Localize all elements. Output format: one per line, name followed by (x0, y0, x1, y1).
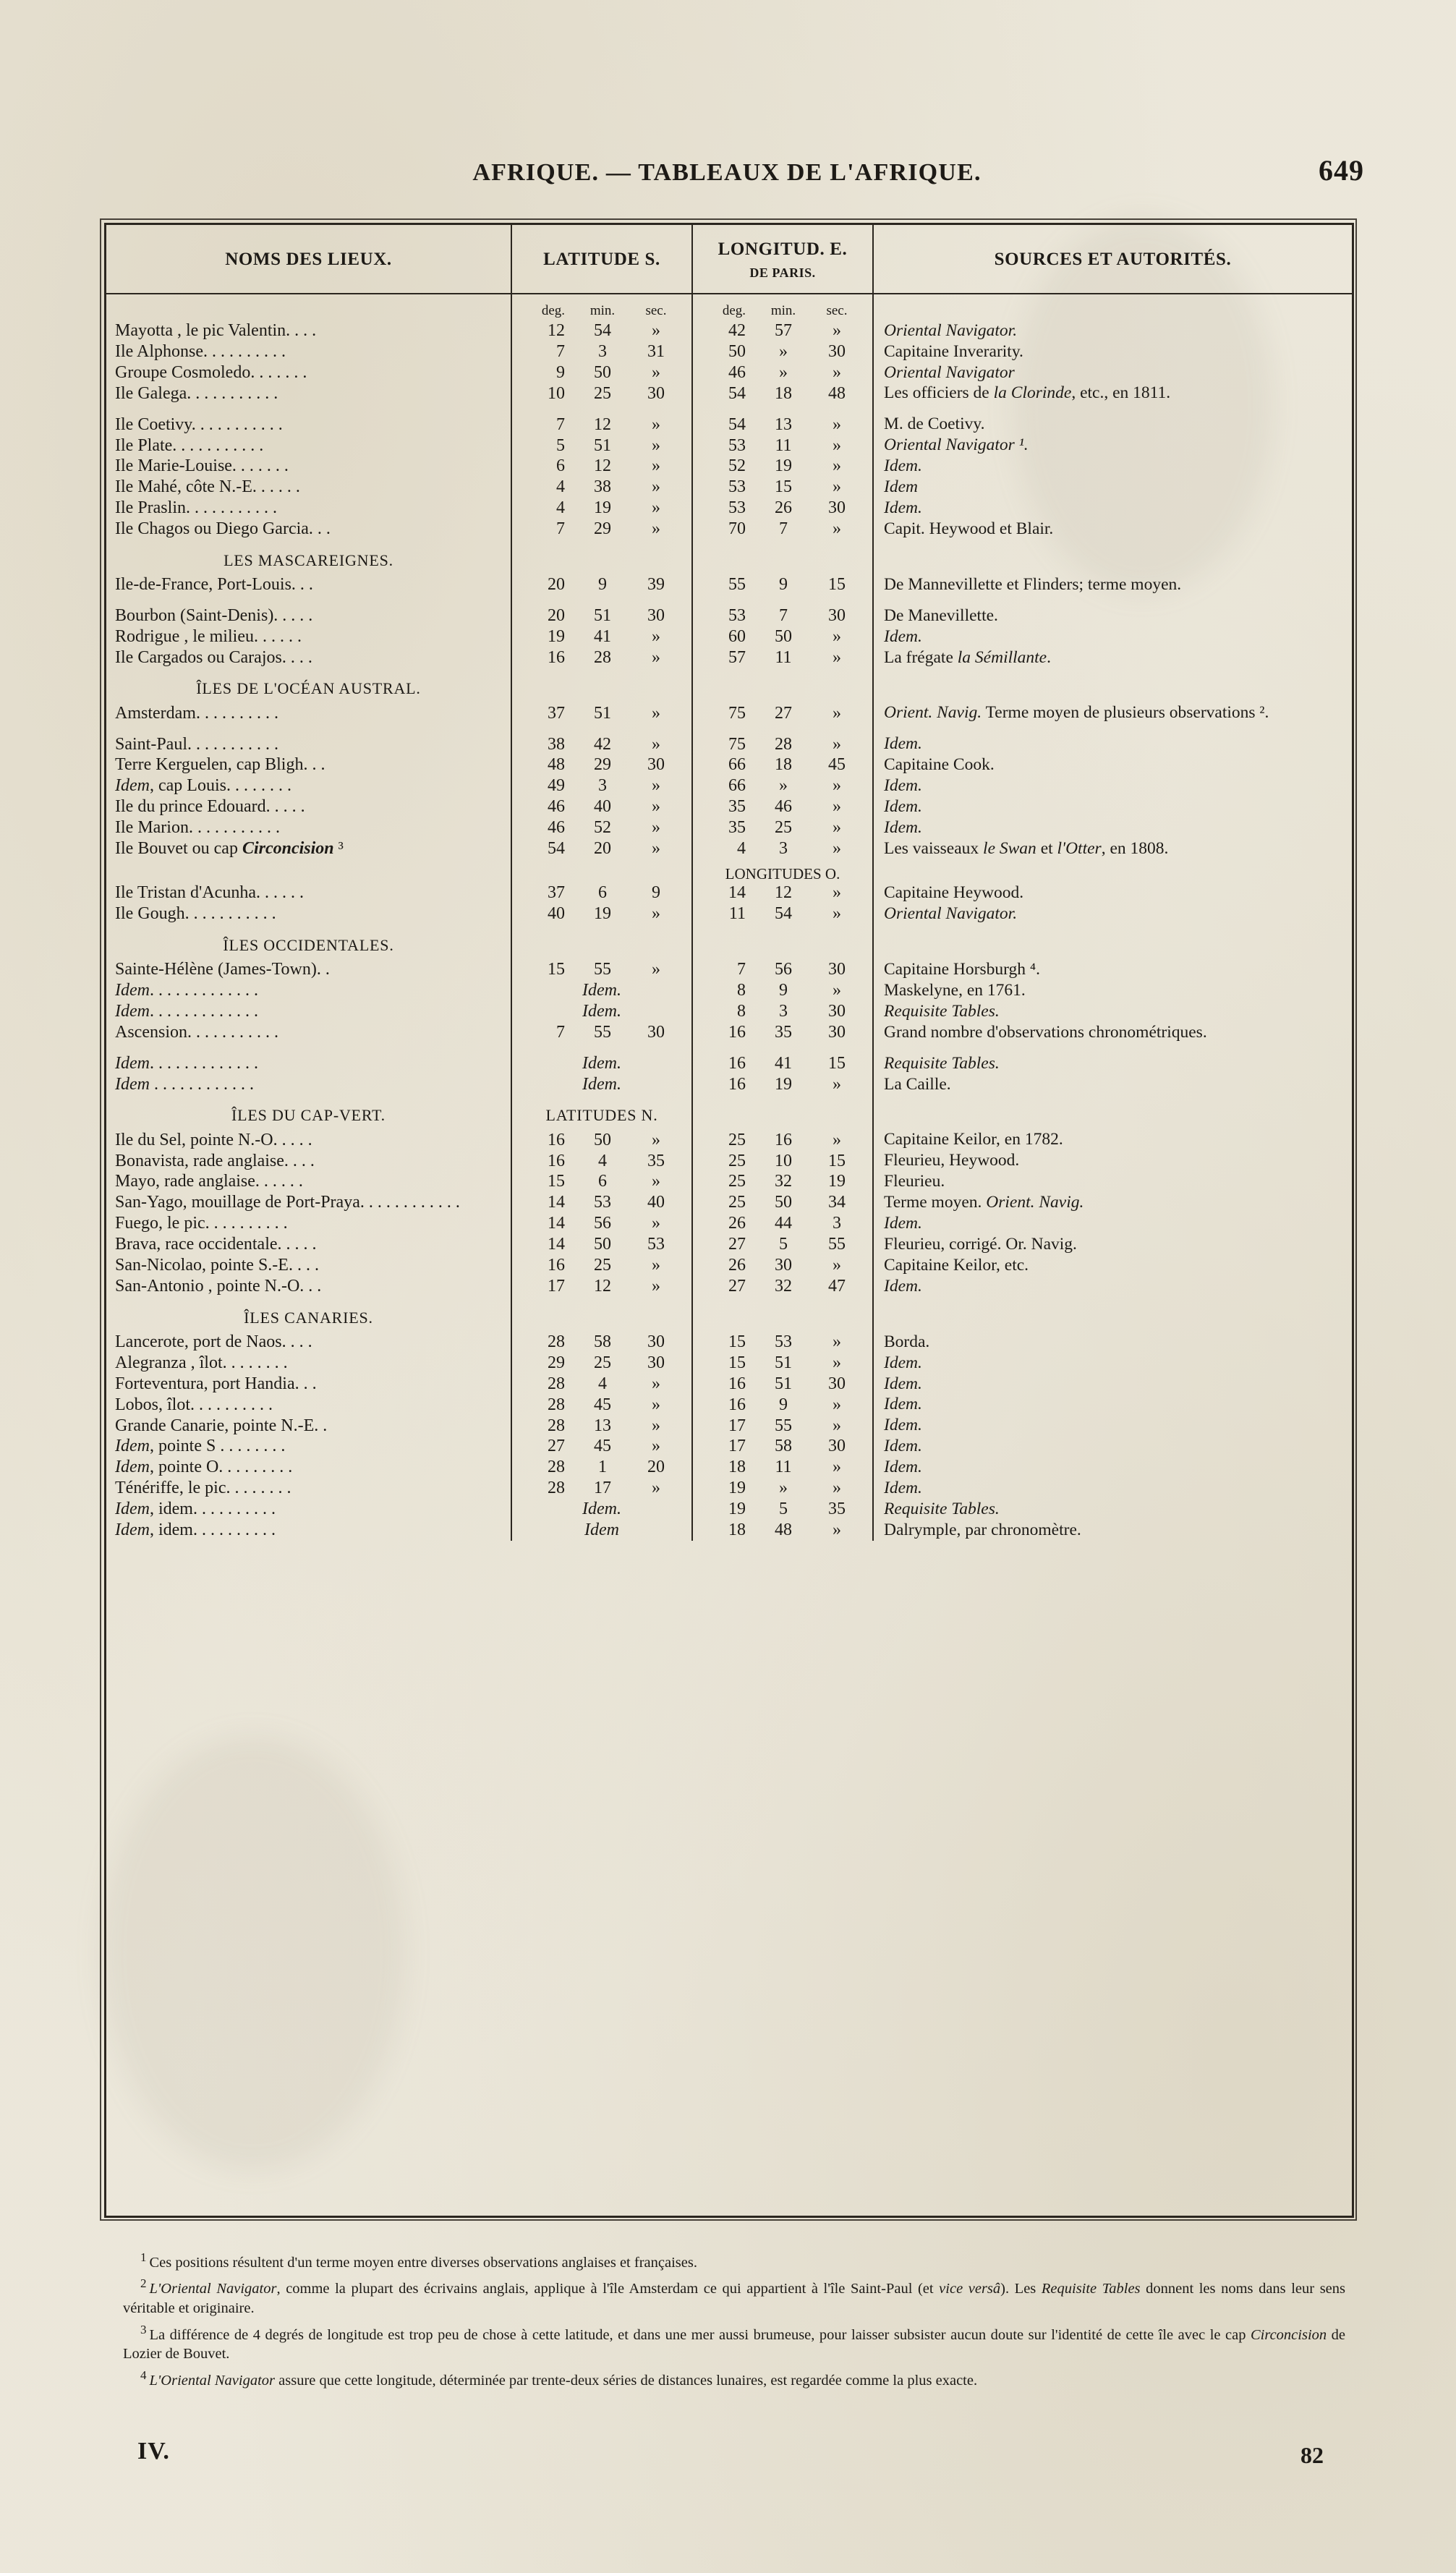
section-heading: ÎLES DU CAP-VERT. (231, 1106, 386, 1125)
footnote: $^3$ La différence de 4 degrés de longitude est trop peu de chose à cette latitude, et dans une mer aussi brumeuse, pour laisser subsister aucun doute sur l'identité de cette île avec le cap Circoncision de Lozier de Bouvet. (123, 2322, 1346, 2363)
row-latitude: 16 25 » (511, 1255, 692, 1276)
running-head-text: AFRIQUE. — TABLEAUX DE L'AFRIQUE. (472, 159, 982, 186)
row-place-name: Idem, cap Louis. . . . . . . . (115, 776, 291, 796)
row-place-name: Rodrigue , le milieu. . . . . . (115, 626, 302, 646)
section-longitude-cell (692, 540, 873, 574)
row-longitude: 19 » » (692, 1478, 873, 1499)
row-latitude: Idem. (511, 1001, 692, 1022)
row-source: Requisite Tables. (873, 1499, 1352, 1520)
row-source: Terme moyen. Orient. Navig. (873, 1192, 1352, 1213)
row-source: Idem. (873, 1394, 1352, 1415)
positions-table (106, 225, 1352, 1541)
section-sources-cell (873, 1297, 1352, 1332)
footnote: $^2$ L'Oriental Navigator, comme la plupart des écrivains anglais, applique à l'île Amsterdam ce qui appartient à l'île Saint-Paul (et vice versâ). Les Requisite Tables donnent les noms dans leur sens véritable et originaire. (123, 2276, 1345, 2316)
section-latitude-note (511, 668, 692, 702)
table-row (106, 1276, 1352, 1297)
row-latitude: 28 45 » (511, 1394, 692, 1415)
row-latitude: 28 13 » (511, 1415, 692, 1436)
row-longitude: 17 58 30 (692, 1436, 873, 1457)
table-section-heading-row (106, 1297, 1352, 1332)
row-source: Fleurieu, Heywood. (873, 1150, 1352, 1171)
table-row (106, 456, 1352, 477)
table-row (106, 702, 1352, 723)
row-place-name: Alegranza , îlot. . . . . . . . (115, 1353, 288, 1372)
row-longitude: 14 12 » (692, 883, 873, 903)
table-row (106, 519, 1352, 540)
row-place-name: Ile Mahé, côte N.-E. . . . . . (115, 477, 300, 497)
row-place-name: Ile Coetivy. . . . . . . . . . . (115, 414, 283, 434)
row-longitude: 11 54 » (692, 903, 873, 924)
page-number: 649 (1319, 154, 1364, 187)
row-place-name: Terre Kerguelen, cap Bligh. . . (115, 755, 325, 775)
row-latitude: 16 4 35 (511, 1150, 692, 1171)
row-source: Requisite Tables. (873, 1001, 1352, 1022)
row-source: Capitaine Keilor, en 1782. (873, 1129, 1352, 1150)
row-longitude: 70 7 » (692, 519, 873, 540)
table-row (106, 1150, 1352, 1171)
row-longitude: 16 51 30 (692, 1374, 873, 1395)
section-longitude-cell (692, 668, 873, 702)
row-source: Idem. (873, 1436, 1352, 1457)
row-source: Capitaine Keilor, etc. (873, 1255, 1352, 1276)
row-latitude: 7 3 31 (511, 341, 692, 362)
row-place-name: Ile Plate. . . . . . . . . . . (115, 435, 264, 455)
row-place-name: Ascension. . . . . . . . . . . (115, 1022, 278, 1042)
row-longitude: 52 19 » (692, 456, 873, 477)
row-latitude: 4 19 » (511, 498, 692, 519)
table-subheader-row (106, 294, 1352, 320)
row-place-name: Groupe Cosmoledo. . . . . . . (115, 362, 307, 382)
table-row (106, 1415, 1352, 1436)
row-source: Les vaisseaux le Swan et l'Otter, en 1808. (873, 838, 1352, 859)
row-latitude: 48 29 30 (511, 754, 692, 775)
row-source: Idem (873, 477, 1352, 498)
row-place-name: Ile Bouvet ou cap Circoncision ³ (115, 839, 344, 859)
row-source: Idem. (873, 626, 1352, 647)
table-row (106, 754, 1352, 775)
row-latitude: Idem. (511, 1499, 692, 1520)
table-row (106, 477, 1352, 498)
row-place-name: Ile Gough. . . . . . . . . . . (115, 904, 276, 924)
row-latitude: 16 50 » (511, 1129, 692, 1150)
row-place-name: Ile Galega. . . . . . . . . . . (115, 383, 278, 403)
row-source: Orient. Navig. Terme moyen de plusieurs observations ². (873, 702, 1352, 723)
row-longitude: 25 16 » (692, 1129, 873, 1150)
column-header-name: NOMS DES LIEUX. (106, 225, 511, 294)
row-latitude: 12 54 » (511, 320, 692, 341)
table-row (106, 1129, 1352, 1150)
row-latitude: 28 58 30 (511, 1332, 692, 1353)
row-longitude: 46 » » (692, 362, 873, 383)
row-source: Idem. (873, 1353, 1352, 1374)
table-row (106, 1520, 1352, 1541)
section-latitude-note (511, 540, 692, 574)
row-place-name: Lancerote, port de Naos. . . . (115, 1332, 312, 1351)
row-latitude: 49 3 » (511, 775, 692, 796)
row-longitude: 25 50 34 (692, 1192, 873, 1213)
table-row (106, 1394, 1352, 1415)
footnotes (123, 2250, 1345, 2394)
row-latitude: 37 6 9 (511, 883, 692, 903)
row-place-name: San-Antonio , pointe N.-O. . . (115, 1277, 322, 1296)
table-row (106, 1499, 1352, 1520)
row-place-name: Idem. . . . . . . . . . . . . (115, 981, 258, 1000)
row-source: Idem. (873, 1213, 1352, 1234)
volume-label: IV. (137, 2438, 170, 2464)
row-place-name: Saint-Paul. . . . . . . . . . . (115, 734, 278, 754)
row-latitude: Idem (511, 1520, 692, 1541)
row-source: Fleurieu, corrigé. Or. Navig. (873, 1234, 1352, 1255)
row-source: Borda. (873, 1332, 1352, 1353)
table-row (106, 595, 1352, 626)
row-place-name: Idem, idem. . . . . . . . . . (115, 1500, 276, 1519)
section-sources-cell (873, 1094, 1352, 1129)
row-source: Capit. Heywood et Blair. (873, 519, 1352, 540)
row-place-name: Ile Cargados ou Carajos. . . . (115, 647, 312, 667)
row-place-name: Idem, pointe O. . . . . . . . . (115, 1458, 293, 1477)
row-place-name: Ile Alphonse. . . . . . . . . . (115, 341, 286, 361)
row-place-name: Ile du prince Edouard. . . . . (115, 797, 305, 817)
midheading-sources-blank (873, 859, 1352, 883)
row-latitude: 37 51 » (511, 702, 692, 723)
section-latitude-note: LATITUDES N. (511, 1094, 692, 1129)
table-row (106, 626, 1352, 647)
footnote: $^1$ Ces positions résultent d'un terme moyen entre diverses observations anglaises et françaises. (140, 2250, 697, 2271)
table-row (106, 383, 1352, 404)
table-row (106, 1353, 1352, 1374)
signature-number: 82 (1300, 2442, 1324, 2468)
table-row (106, 1192, 1352, 1213)
row-source: Capitaine Horsburgh ⁴. (873, 959, 1352, 980)
row-longitude: 18 11 » (692, 1457, 873, 1478)
row-source: Oriental Navigator ¹. (873, 435, 1352, 456)
footnote-marker: 4 (140, 2368, 147, 2382)
row-latitude: 14 56 » (511, 1213, 692, 1234)
row-longitude: 75 28 » (692, 723, 873, 754)
table-row (106, 1171, 1352, 1192)
footnote: $^4$ L'Oriental Navigator assure que cette longitude, déterminée par trente-deux séries de distances lunaires, est regardée comme la plus exacte. (140, 2368, 978, 2389)
table-frame (104, 223, 1354, 2218)
footnote-marker: 2 (140, 2276, 147, 2291)
subheader-sources-blank (873, 294, 1352, 320)
row-longitude: 35 25 » (692, 817, 873, 838)
table-row (106, 1332, 1352, 1353)
column-header-longitude-line1: LONGITUD. E. (718, 239, 848, 259)
row-latitude: 19 41 » (511, 626, 692, 647)
row-latitude: 38 42 » (511, 723, 692, 754)
row-place-name: Brava, race occidentale. . . . . (115, 1235, 317, 1254)
row-latitude: 29 25 30 (511, 1353, 692, 1374)
table-row (106, 817, 1352, 838)
table-row (106, 723, 1352, 754)
row-place-name: Idem . . . . . . . . . . . . (115, 1074, 254, 1094)
row-longitude: 15 51 » (692, 1353, 873, 1374)
table-row (106, 1234, 1352, 1255)
row-latitude: 7 12 » (511, 404, 692, 435)
row-place-name: Bourbon (Saint-Denis). . . . . (115, 605, 313, 625)
row-place-name: Fuego, le pic. . . . . . . . . . (115, 1214, 288, 1233)
row-place-name: Lobos, îlot. . . . . . . . . . (115, 1395, 273, 1414)
row-source: Idem. (873, 817, 1352, 838)
table-row (106, 341, 1352, 362)
column-header-sources: SOURCES ET AUTORITÉS. (873, 225, 1352, 294)
table-section-heading-row (106, 924, 1352, 959)
row-source: Capitaine Cook. (873, 754, 1352, 775)
row-longitude: 8 9 » (692, 980, 873, 1001)
row-longitude: 16 35 30 (692, 1022, 873, 1043)
row-source: Capitaine Heywood. (873, 883, 1352, 903)
row-source: Idem. (873, 1276, 1352, 1297)
row-latitude: Idem. (511, 980, 692, 1001)
row-source: Idem. (873, 1415, 1352, 1436)
table-section-heading-row (106, 540, 1352, 574)
table-body (106, 294, 1352, 1541)
row-place-name: Sainte-Hélène (James-Town). . (115, 960, 330, 979)
table-row (106, 362, 1352, 383)
row-place-name: Amsterdam. . . . . . . . . . (115, 703, 278, 723)
row-place-name: Idem. . . . . . . . . . . . . (115, 1053, 258, 1073)
subheader-longitude-units: deg. min. sec. (692, 294, 873, 320)
table-row (106, 1374, 1352, 1395)
row-longitude: 60 50 » (692, 626, 873, 647)
section-sources-cell (873, 668, 1352, 702)
table-row (106, 574, 1352, 595)
row-latitude: 28 17 » (511, 1478, 692, 1499)
row-source: La frégate la Sémillante. (873, 647, 1352, 668)
row-place-name: Bonavista, rade anglaise. . . . (115, 1151, 315, 1170)
row-place-name: Forteventura, port Handia. . . (115, 1374, 317, 1393)
row-longitude: 57 11 » (692, 647, 873, 668)
row-source: Idem. (873, 775, 1352, 796)
row-longitude: 17 55 » (692, 1415, 873, 1436)
row-source: De Mannevillette et Flinders; terme moyen. (873, 574, 1352, 595)
section-sources-cell (873, 540, 1352, 574)
table-row (106, 959, 1352, 980)
table-row (106, 320, 1352, 341)
section-heading: ÎLES DE L'OCÉAN AUSTRAL. (196, 679, 421, 698)
row-longitude: 53 15 » (692, 477, 873, 498)
row-place-name: Idem, pointe S . . . . . . . . (115, 1437, 286, 1456)
table-row (106, 1478, 1352, 1499)
table-section-heading-row (106, 1094, 1352, 1129)
row-latitude: Idem. (511, 1043, 692, 1074)
row-longitude: 8 3 30 (692, 1001, 873, 1022)
table-row (106, 404, 1352, 435)
row-longitude: 26 30 » (692, 1255, 873, 1276)
row-latitude: 46 40 » (511, 796, 692, 817)
section-latitude-note (511, 924, 692, 959)
row-latitude: 4 38 » (511, 477, 692, 498)
row-latitude: 17 12 » (511, 1276, 692, 1297)
row-latitude: 46 52 » (511, 817, 692, 838)
table-row (106, 1255, 1352, 1276)
column-header-longitude (692, 225, 873, 294)
row-longitude: 66 18 45 (692, 754, 873, 775)
row-longitude: 66 » » (692, 775, 873, 796)
table-row (106, 647, 1352, 668)
row-source: Idem. (873, 796, 1352, 817)
footnote-marker: 3 (140, 2322, 147, 2336)
table-row (106, 1043, 1352, 1074)
row-source: Requisite Tables. (873, 1043, 1352, 1074)
row-latitude: 7 55 30 (511, 1022, 692, 1043)
midheading-blank (106, 859, 511, 883)
row-latitude: 10 25 30 (511, 383, 692, 404)
row-longitude: 50 » 30 (692, 341, 873, 362)
row-place-name: Ile Praslin. . . . . . . . . . . (115, 498, 277, 518)
row-longitude: 25 32 19 (692, 1171, 873, 1192)
row-longitude: 75 27 » (692, 702, 873, 723)
row-latitude: 28 4 » (511, 1374, 692, 1395)
row-place-name: Grande Canarie, pointe N.-E. . (115, 1416, 328, 1435)
column-header-latitude: LATITUDE S. (511, 225, 692, 294)
row-latitude: 16 28 » (511, 647, 692, 668)
row-longitude: 16 41 15 (692, 1043, 873, 1074)
row-place-name: Ténériffe, le pic. . . . . . . . (115, 1479, 291, 1498)
table-row (106, 1457, 1352, 1478)
table-row (106, 498, 1352, 519)
section-longitude-cell (692, 1297, 873, 1332)
row-latitude: 27 45 » (511, 1436, 692, 1457)
row-latitude: Idem. (511, 1074, 692, 1095)
row-source: Les officiers de la Clorinde, etc., en 1811. (873, 383, 1352, 404)
footnote-marker: 1 (140, 2250, 147, 2264)
row-latitude: 40 19 » (511, 903, 692, 924)
subheader-latitude-units: deg. min. sec. (511, 294, 692, 320)
row-longitude: 16 19 » (692, 1074, 873, 1095)
running-head (72, 159, 1382, 187)
row-longitude: 54 13 » (692, 404, 873, 435)
table-row (106, 838, 1352, 859)
row-place-name: Ile Tristan d'Acunha. . . . . . (115, 883, 304, 903)
row-source: La Caille. (873, 1074, 1352, 1095)
row-latitude: 14 50 53 (511, 1234, 692, 1255)
row-source: M. de Coetivy. (873, 404, 1352, 435)
row-latitude: 20 9 39 (511, 574, 692, 595)
row-latitude: 6 12 » (511, 456, 692, 477)
row-longitude: 19 5 35 (692, 1499, 873, 1520)
row-place-name: Ile du Sel, pointe N.-O. . . . . (115, 1130, 312, 1149)
table-row (106, 903, 1352, 924)
row-source: Oriental Navigator. (873, 903, 1352, 924)
table-section-heading-row (106, 668, 1352, 702)
row-latitude: 9 50 » (511, 362, 692, 383)
section-heading: ÎLES OCCIDENTALES. (223, 936, 394, 954)
row-longitude: 15 53 » (692, 1332, 873, 1353)
row-source: Idem. (873, 1457, 1352, 1478)
section-heading: ÎLES CANARIES. (244, 1308, 373, 1327)
row-latitude: 15 55 » (511, 959, 692, 980)
row-longitude: 53 11 » (692, 435, 873, 456)
row-latitude: 54 20 » (511, 838, 692, 859)
row-source: Idem. (873, 498, 1352, 519)
row-source: Capitaine Inverarity. (873, 341, 1352, 362)
row-place-name: Mayo, rade anglaise. . . . . . (115, 1172, 303, 1191)
column-header-longitude-line2: DE PARIS. (749, 265, 816, 281)
row-longitude: 54 18 48 (692, 383, 873, 404)
row-longitude: 55 9 15 (692, 574, 873, 595)
row-place-name: Ile Marie-Louise. . . . . . . (115, 456, 289, 476)
row-source: Idem. (873, 1478, 1352, 1499)
section-longitude-cell (692, 1094, 873, 1129)
row-longitude: 53 7 30 (692, 595, 873, 626)
row-source: Grand nombre d'observations chronométriques. (873, 1022, 1352, 1043)
row-place-name: Ile Chagos ou Diego Garcia. . . (115, 519, 331, 539)
page-sheet (72, 87, 1382, 2467)
table-row (106, 435, 1352, 456)
row-place-name: Idem. . . . . . . . . . . . . (115, 1002, 258, 1021)
row-latitude: 5 51 » (511, 435, 692, 456)
table-row (106, 980, 1352, 1001)
row-longitude: 7 56 30 (692, 959, 873, 980)
row-latitude: 15 6 » (511, 1171, 692, 1192)
section-heading: LES MASCAREIGNES. (223, 550, 393, 569)
table-row (106, 1436, 1352, 1457)
row-place-name: San-Nicolao, pointe S.-E. . . . (115, 1256, 319, 1275)
row-longitude: 53 26 30 (692, 498, 873, 519)
row-source: Dalrymple, par chronomètre. (873, 1520, 1352, 1541)
table-row (106, 796, 1352, 817)
midheading-longitude-label: LONGITUDES O. (692, 859, 873, 883)
row-longitude: 18 48 » (692, 1520, 873, 1541)
table-row (106, 883, 1352, 903)
subheader-blank (106, 294, 511, 320)
row-source: Idem. (873, 1374, 1352, 1395)
section-longitude-cell (692, 924, 873, 959)
row-latitude: 14 53 40 (511, 1192, 692, 1213)
table-midheading-row (106, 859, 1352, 883)
table-row (106, 1001, 1352, 1022)
row-longitude: 35 46 » (692, 796, 873, 817)
table-row (106, 1022, 1352, 1043)
row-place-name: Ile Marion. . . . . . . . . . . (115, 818, 280, 838)
row-place-name: Ile-de-France, Port-Louis. . . (115, 575, 313, 595)
row-longitude: 42 57 » (692, 320, 873, 341)
row-place-name: San-Yago, mouillage de Port-Praya. . . . . . . . . . . . (115, 1193, 460, 1212)
row-place-name: Mayotta , le pic Valentin. . . . (115, 320, 317, 340)
row-longitude: 4 3 » (692, 838, 873, 859)
row-latitude: 20 51 30 (511, 595, 692, 626)
section-sources-cell (873, 924, 1352, 959)
table-row (106, 1074, 1352, 1095)
row-latitude: 28 1 20 (511, 1457, 692, 1478)
row-longitude: 27 5 55 (692, 1234, 873, 1255)
section-latitude-note (511, 1297, 692, 1332)
row-longitude: 26 44 3 (692, 1213, 873, 1234)
row-latitude: 7 29 » (511, 519, 692, 540)
table-row (106, 1213, 1352, 1234)
row-source: Idem. (873, 456, 1352, 477)
row-longitude: 25 10 15 (692, 1150, 873, 1171)
row-source: Idem. (873, 723, 1352, 754)
row-source: Oriental Navigator (873, 362, 1352, 383)
row-longitude: 16 9 » (692, 1394, 873, 1415)
row-longitude: 27 32 47 (692, 1276, 873, 1297)
table-header-row (106, 225, 1352, 294)
table-row (106, 775, 1352, 796)
row-source: Maskelyne, en 1761. (873, 980, 1352, 1001)
row-source: Fleurieu. (873, 1171, 1352, 1192)
midheading-latitude-blank (511, 859, 692, 883)
row-source: De Manevillette. (873, 595, 1352, 626)
row-place-name: Idem, idem. . . . . . . . . . (115, 1521, 276, 1540)
row-source: Oriental Navigator. (873, 320, 1352, 341)
